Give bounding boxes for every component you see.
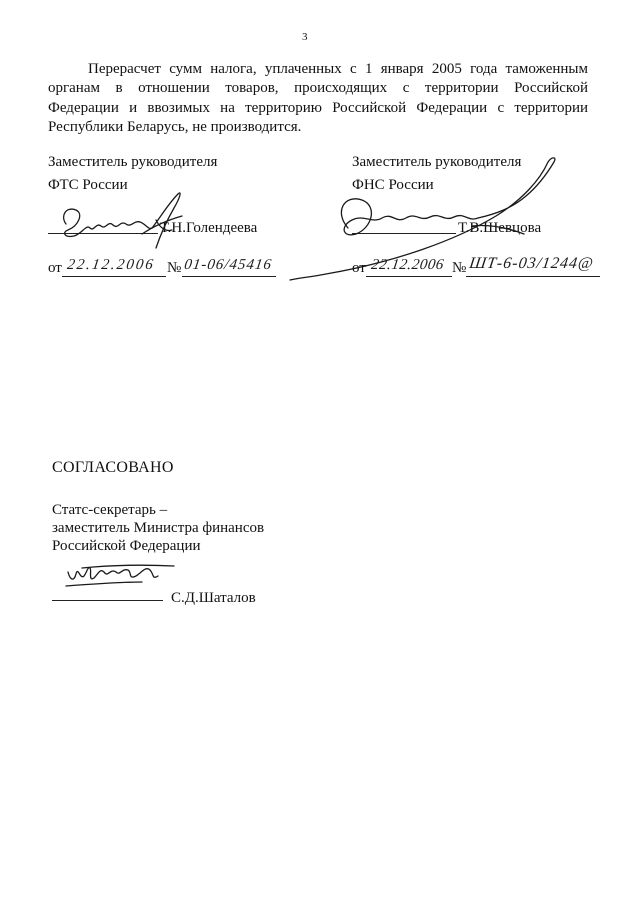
left-handwritten-date: 22.12.2006	[66, 257, 156, 273]
left-signatory-organization: ФТС России	[48, 177, 128, 193]
right-signatory-position: Заместитель руководителя	[352, 154, 522, 170]
approval-position-line: Статс-секретарь –	[52, 502, 168, 518]
approval-signature-line	[52, 600, 163, 601]
paragraph-line: Федерации и ввозимых на территорию Российской Федерации с территории	[48, 99, 588, 116]
approval-handwritten-signature	[62, 556, 177, 596]
right-handwritten-number: ШТ-6-03/1244@	[468, 255, 595, 272]
body-paragraph	[48, 60, 588, 137]
left-date-underline	[62, 276, 166, 277]
right-date-underline	[366, 276, 452, 277]
left-date-prefix: от	[48, 260, 62, 276]
right-number-underline	[466, 276, 600, 277]
paragraph-line: Перерасчет сумм налога, уплаченных с 1 января 2005 года таможенным	[88, 61, 588, 77]
left-handwritten-number: 01-06/45416	[183, 257, 274, 273]
left-signatory-name: Т.Н.Голендеева	[160, 220, 258, 236]
left-number-underline	[182, 276, 276, 277]
paragraph-line: Республики Беларусь, не производится.	[48, 118, 302, 135]
left-number-sign: №	[167, 260, 182, 276]
approval-position-line: Российской Федерации	[52, 538, 201, 554]
right-number-sign: №	[452, 260, 467, 276]
approval-heading: СОГЛАСОВАНО	[52, 459, 174, 476]
paragraph-line: органам в отношении товаров, происходящих с территории Российской	[48, 80, 588, 97]
left-signatory-position: Заместитель руководителя	[48, 154, 218, 170]
right-date-prefix: от	[352, 260, 366, 276]
approval-position-line: заместитель Министра финансов	[52, 520, 265, 536]
right-signatory-organization: ФНС России	[352, 177, 434, 193]
approval-signatory-name: С.Д.Шаталов	[171, 590, 256, 606]
right-handwritten-date: 22.12.2006	[370, 257, 445, 273]
right-signatory-name: Т.В.Шевцова	[458, 220, 542, 236]
page-number: 3	[302, 31, 308, 43]
left-handwritten-signature	[56, 190, 186, 252]
